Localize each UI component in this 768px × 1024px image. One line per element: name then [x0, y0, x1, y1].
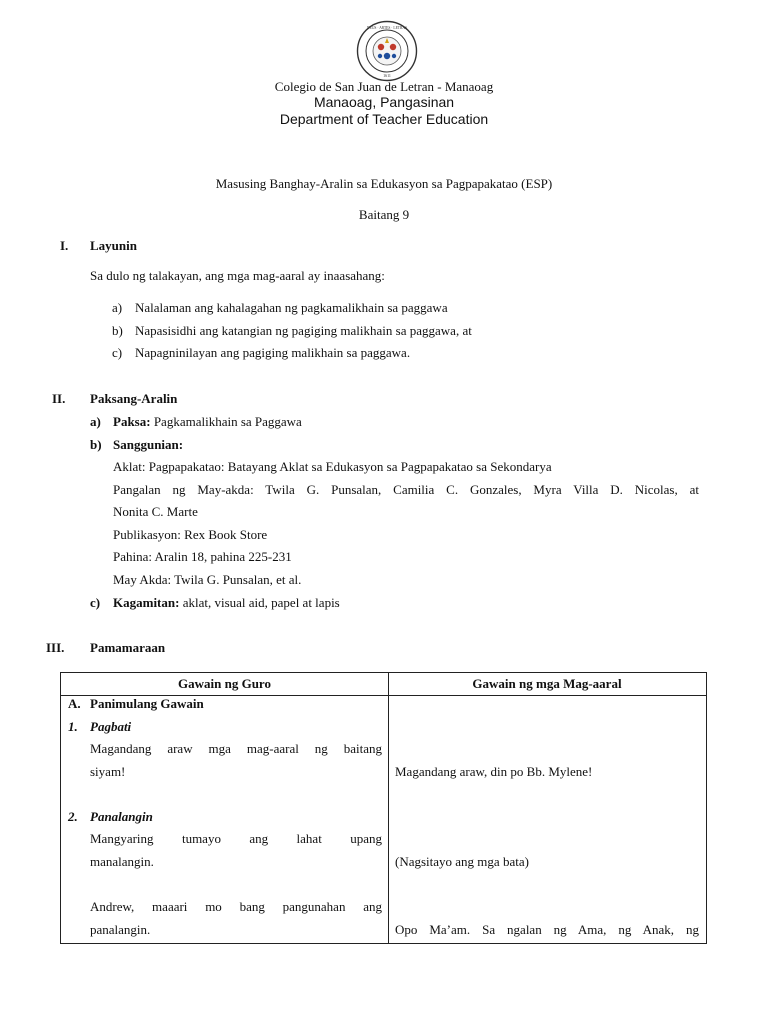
step1-number: 1. [68, 719, 78, 734]
kagamitan-value: aklat, visual aid, papel at lapis [182, 595, 340, 610]
reference-authors-cont: Nonita C. Marte [113, 504, 198, 519]
sanggunian-letter: b) [90, 437, 102, 452]
reference-pages: Pahina: Aralin 18, pahina 225-231 [113, 549, 292, 564]
reference-author-short: May Akda: Twila G. Punsalan, et al. [113, 572, 302, 587]
section1-intro: Sa dulo ng talakayan, ang mga mag-aaral ay inaasahang: [90, 268, 385, 283]
reference-authors: Pangalan ng May-akda: Twila G. Punsalan, Camilia C. Gonzales, Myra Villa D. Nicolas, at [113, 482, 699, 497]
step1-teacher-text: Magandang araw mga mag-aaral ng baitang [90, 741, 382, 756]
column-header-teacher: Gawain ng Guro [178, 676, 271, 691]
grade-level: Baitang 9 [358, 207, 410, 222]
step2-title: Panalangin [90, 809, 153, 824]
step2-student-text: (Nagsitayo ang mga bata) [395, 854, 529, 869]
paksa-value: Pagkamalikhain sa Paggawa [153, 414, 302, 429]
objective-item: Nalalaman ang kahalagahan ng pagkamalikhain sa paggawa [135, 300, 448, 315]
step2-teacher-text-cont: manalangin. [90, 854, 154, 869]
step1-student-text: Magandang araw, din po Bb. Mylene! [395, 764, 593, 779]
step2-teacher-text: Mangyaring tumayo ang lahat upang [90, 831, 382, 846]
part-a-title: Panimulang Gawain [90, 696, 204, 711]
kagamitan-line [113, 595, 340, 611]
seal-year: 1611 [383, 73, 391, 78]
reference-book: Aklat: Pagpapakatao: Batayang Aklat sa Edukasyon sa Pagpapakatao sa Sekondarya [113, 459, 552, 474]
section1-heading: Layunin [90, 238, 137, 253]
section1-numeral: I. [60, 238, 69, 253]
step2-number: 2. [68, 809, 78, 824]
column-header-students: Gawain ng mga Mag-aaral [472, 676, 622, 691]
step3-teacher-text: Andrew, maaari mo bang pangunahan ang [90, 899, 382, 914]
objective-letter: a) [112, 300, 123, 315]
college-seal-logo [356, 20, 418, 82]
part-a-letter: A. [68, 696, 81, 711]
lesson-procedure-table [60, 672, 707, 944]
step3-student-text: Opo Ma’am. Sa ngalan ng Ama, ng Anak, ng [395, 922, 699, 937]
kagamitan-label: Kagamitan: [113, 595, 180, 610]
objective-letter: b) [112, 323, 123, 338]
objective-letter: c) [112, 345, 123, 360]
table-column-divider [388, 673, 389, 943]
college-location: Manaoag, Pangasinan [313, 94, 455, 110]
section3-heading: Pamamaraan [90, 640, 166, 655]
step1-title: Pagbati [90, 719, 132, 734]
objective-item: Napagninilayan ang pagiging malikhain sa paggawa. [135, 345, 411, 360]
section3-numeral: III. [46, 640, 65, 655]
reference-publisher: Publikasyon: Rex Book Store [113, 527, 268, 542]
step1-teacher-text-cont: siyam! [90, 764, 126, 779]
section2-heading: Paksang-Aralin [90, 391, 178, 406]
seal-motto: DEUS · ARTES · LETRAS [367, 26, 407, 30]
step3-teacher-text-cont: panalangin. [90, 922, 151, 937]
sanggunian-label: Sanggunian: [113, 437, 184, 452]
department-name: Department of Teacher Education [279, 111, 489, 127]
kagamitan-letter: c) [90, 595, 101, 610]
section2-numeral: II. [52, 391, 66, 406]
document-title: Masusing Banghay-Aralin sa Edukasyon sa Pagpapakatao (ESP) [215, 176, 553, 191]
paksa-label: Paksa: [113, 414, 151, 429]
paksa-line [113, 414, 302, 430]
objective-item: Napasisidhi ang katangian ng pagiging malikhain sa paggawa, at [135, 323, 472, 338]
paksa-letter: a) [90, 414, 101, 429]
college-name: Colegio de San Juan de Letran - Manaoag [274, 79, 494, 94]
